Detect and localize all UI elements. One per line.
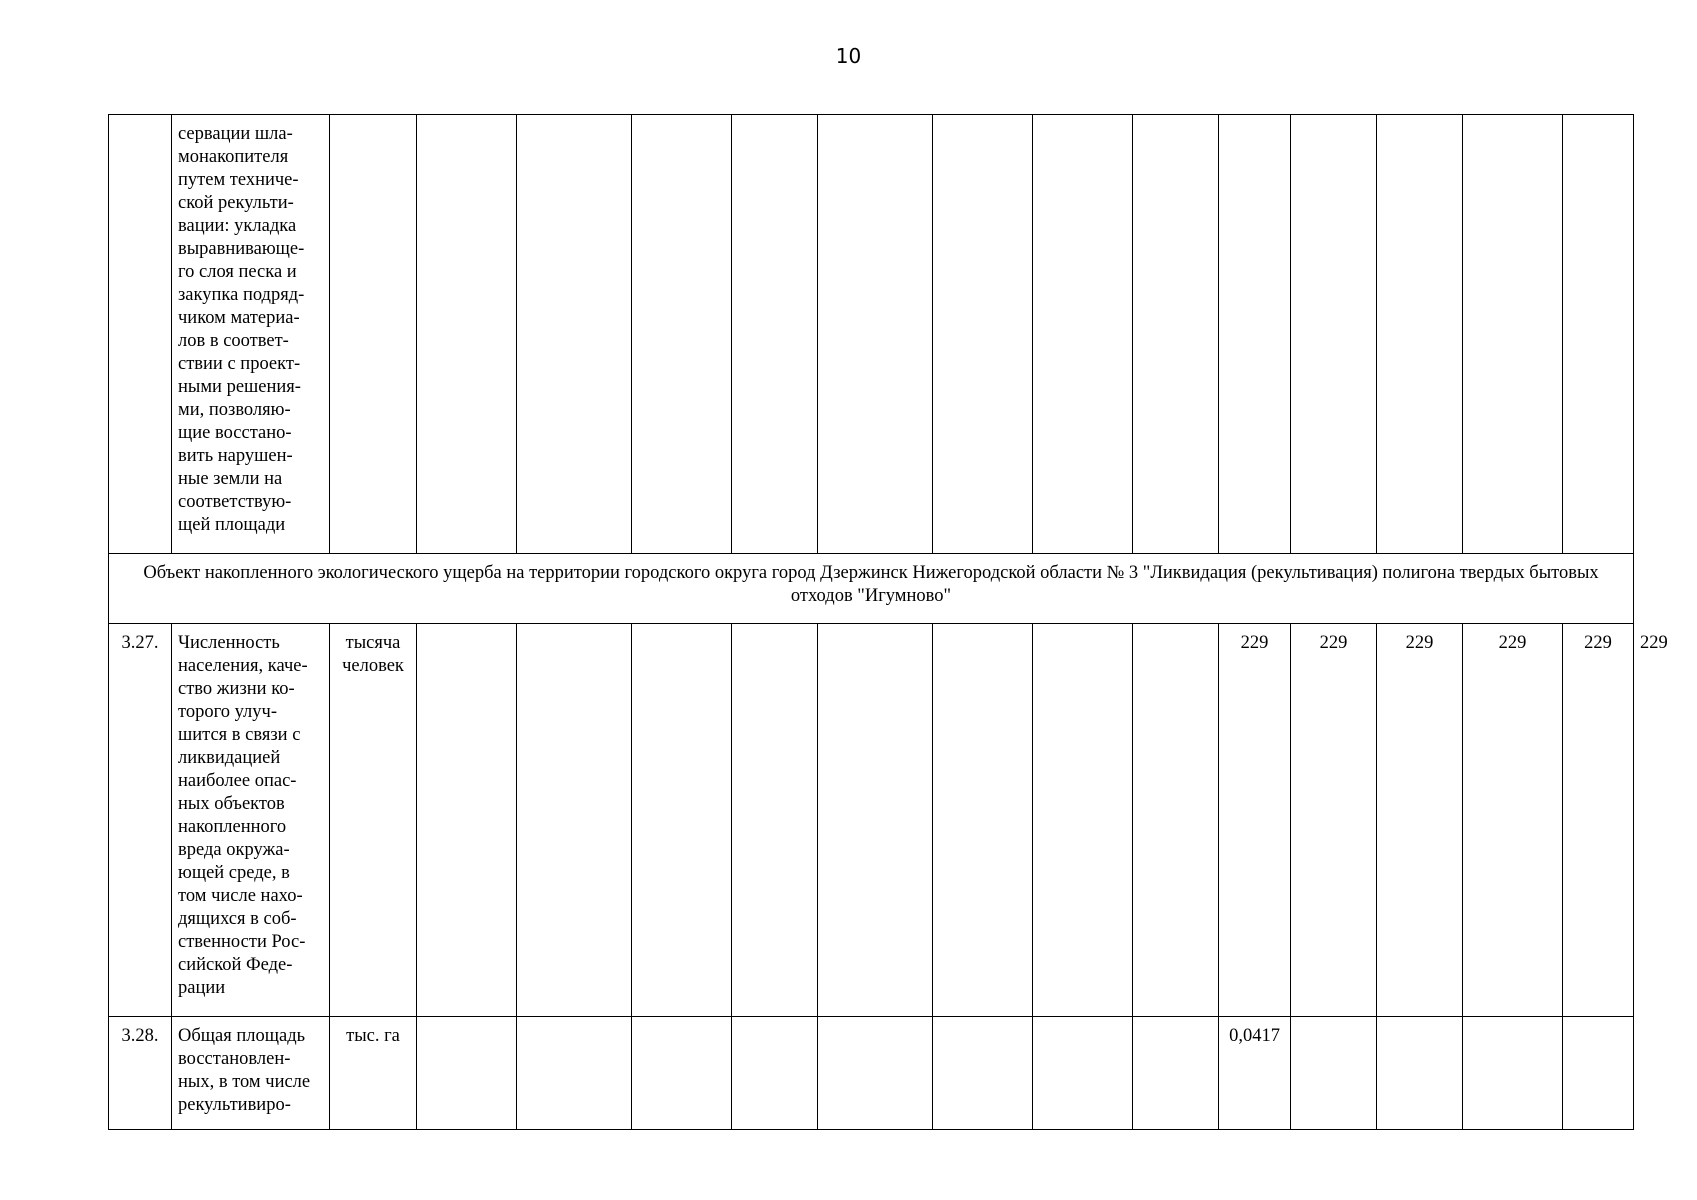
value-cell bbox=[1463, 115, 1563, 554]
value-cell bbox=[417, 624, 517, 1017]
value-cell: 229 bbox=[1377, 624, 1463, 1017]
table-row: 3.27. Численность населения, каче- ство жизни ко- торого улуч- шится в связи с ликвидацией наиболее опас- ных объектов накопленного вреда окружа- ющей среде, в том числе нахо- дящихся в соб- ственности Рос- сийской Феде- рации тысяча человек 229 229 229 229 229 229 bbox=[109, 624, 1634, 1017]
value-cell: 0,0417 bbox=[1219, 1017, 1291, 1130]
value-cell bbox=[1377, 1017, 1463, 1130]
value-cell bbox=[818, 115, 933, 554]
value-cell bbox=[517, 115, 632, 554]
value-cell bbox=[1291, 115, 1377, 554]
page-number: 10 bbox=[835, 44, 862, 68]
row-number bbox=[109, 115, 172, 554]
value-cell bbox=[818, 1017, 933, 1130]
value-cell bbox=[732, 1017, 818, 1130]
row-number: 3.28. bbox=[109, 1017, 172, 1130]
value-cell bbox=[933, 115, 1033, 554]
value-cell bbox=[1033, 1017, 1133, 1130]
table-row bbox=[109, 115, 1634, 554]
value-cell bbox=[1563, 115, 1634, 554]
indicator-name: Общая площадь восстановлен- ных, в том числе рекультивиро- bbox=[172, 1017, 330, 1130]
value-cell bbox=[417, 115, 517, 554]
value-cell: 229 bbox=[1463, 624, 1563, 1017]
value-cell bbox=[517, 624, 632, 1017]
value-cell: 229 bbox=[1291, 624, 1377, 1017]
value-cell bbox=[1219, 115, 1291, 554]
unit-cell: тысяча человек bbox=[330, 624, 417, 1017]
value-cell bbox=[1463, 1017, 1563, 1130]
value-cell bbox=[417, 1017, 517, 1130]
section-heading: Объект накопленного экологического ущерба на территории городского округа город Дзержинск Нижегородской области № 3 "Ликвидация (рекультивация) полигона твердых бытовых отходов "Игумново" bbox=[109, 554, 1634, 624]
indicator-name: Численность населения, каче- ство жизни ко- торого улуч- шится в связи с ликвидацией наиболее опас- ных объектов накопленного вреда окружа- ющей среде, в том числе нахо- дящихся в соб- ственности Рос- сийской Феде- рации bbox=[172, 624, 330, 1017]
value-cell bbox=[933, 1017, 1033, 1130]
value-cell bbox=[1291, 1017, 1377, 1130]
value-cell bbox=[1033, 624, 1133, 1017]
indicators-table bbox=[108, 114, 1668, 1130]
value-cell bbox=[818, 624, 933, 1017]
value-cell bbox=[632, 1017, 732, 1130]
unit-cell: тыс. га bbox=[330, 1017, 417, 1130]
value-cell bbox=[1133, 1017, 1219, 1130]
table-row bbox=[109, 1017, 1634, 1130]
value-cell bbox=[1133, 115, 1219, 554]
row-number: 3.27. bbox=[109, 624, 172, 1017]
value-cell bbox=[732, 115, 818, 554]
value-cell bbox=[1377, 115, 1463, 554]
indicator-name: сервации шла- монакопителя путем техниче- ской рекульти- вации: укладка выравнивающе- го слоя песка и закупка подряд- чиком материа- лов в соответ- ствии с проект- ными решения- ми, позволяю- щие восстано- вить нарушен- ные земли на соответствую- щей площади bbox=[172, 115, 330, 554]
value-cell bbox=[632, 624, 732, 1017]
value-cell: 229 bbox=[1563, 624, 1634, 1017]
value-cell: 229 bbox=[1219, 624, 1291, 1017]
value-cell bbox=[1033, 115, 1133, 554]
value-cell bbox=[732, 624, 818, 1017]
section-row bbox=[109, 554, 1634, 624]
value-cell bbox=[933, 624, 1033, 1017]
value-cell bbox=[632, 115, 732, 554]
value-cell bbox=[1133, 624, 1219, 1017]
value-cell bbox=[1563, 1017, 1634, 1130]
unit-cell bbox=[330, 115, 417, 554]
value-cell bbox=[517, 1017, 632, 1130]
